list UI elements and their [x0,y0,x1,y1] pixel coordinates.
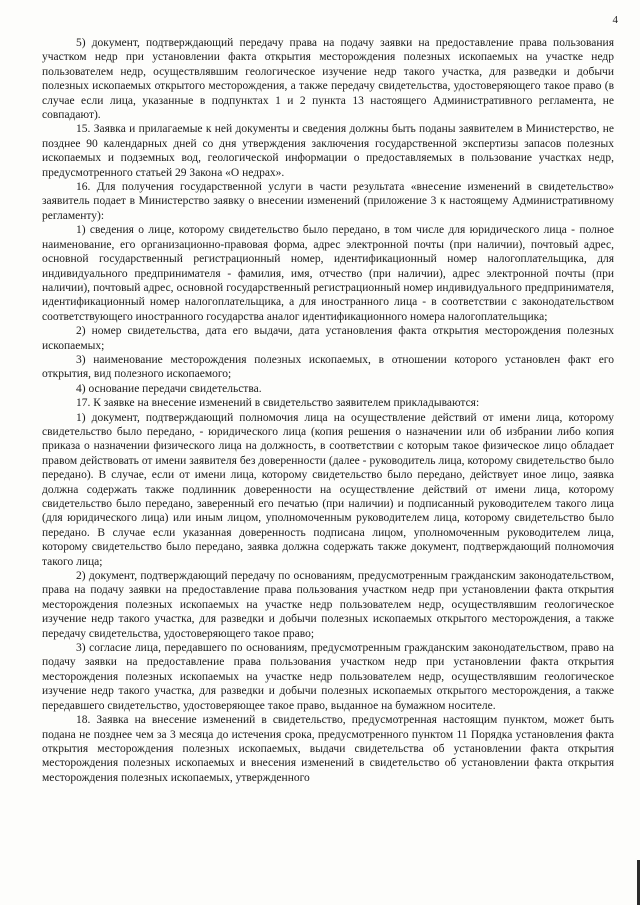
paragraph-item-5: 5) документ, подтверждающий передачу права на подачу заявки на предоставление права пользования участком недр при установлении факта открытия месторождения полезных ископаемых на участке недр пользователем недр, осуществлявшим геологическое изучение недр такого участка, для разведки и добычи полезных ископаемых открытого месторождения, а также передачу свидетельства, удостоверяющего такое право (в случае если лица, указанные в подпунктах 1 и 2 пункта 13 настоящего Административного регламента, не совпадают). [42,37,614,122]
paragraph-17-item-3: 3) согласие лица, передавшего по основаниям, предусмотренным гражданским законодательством, право на подачу заявки на предоставление права пользования участком недр при установлении факта открытия месторождения полезных ископаемых на участке недр пользователем недр, осуществлявшим геологическое изучение недр такого участка, для разведки и добычи полезных ископаемых открытого месторождения, а также передавшего свидетельство, удостоверяющее такое право, выданное на бумажном носителе. [42,642,614,712]
paragraph-17-item-1: 1) документ, подтверждающий полномочия лица на осуществление действий от имени лица, которому свидетельство было передано, - юридического лица (копия решения о назначении или об избрании либо копия приказа о назначении физического лица на должность, в соответствии с которым такое физическое лицо обладает правом действовать от имени заявителя без доверенности (далее - руководитель лица, которому свидетельство было передано). В случае, если от имени лица, которому свидетельство было передано, действует иное лицо, заявка должна содержать также подлинник доверенности на осуществление действий от имени лица, которому свидетельство было передано, заверенный его печатью (при наличии) и подписанный руководителем такого лица (для юридического лица) или иным лицом, уполномоченным руководителем лица, которому свидетельство было передано. В случае если указанная доверенность подписана лицом, уполномоченным руководителем лица, которому свидетельство было передано, заявка должна содержать также документ, подтверждающий полномочия такого лица; [42,411,614,568]
paragraph-17: 17. К заявке на внесение изменений в свидетельство заявителем прикладываются: [76,397,480,410]
paragraph-16-item-2: 2) номер свидетельства, дата его выдачи, дата установления факта открытия месторождения полезных ископаемых; [42,325,614,352]
paragraph-16-item-3: 3) наименование месторождения полезных ископаемых, в отношении которого установлен факт его открытия, вид полезного ископаемого; [42,353,614,381]
paragraph-15: 15. Заявка и прилагаемые к ней документы и сведения должны быть поданы заявителем в Министерство, не позднее 90 календарных дней со дня утверждения заключения государственной экспертизы запасов полезных ископаемых и подземных вод, геологической информации о предоставляемых в пользование участках недр, предусмотренного статьей 29 Закона «О недрах». [42,123,614,179]
paragraph-18: 18. Заявка на внесение изменений в свидетельство, предусмотренная настоящим пунктом, может быть подана не позднее чем за 3 месяца до истечения срока, предусмотренного пунктом 11 Порядка установления факта открытия месторождения полезных ископаемых, выдачи свидетельства об установлении факта открытия месторождения полезных ископаемых и внесения изменений в свидетельство об установлении факта открытия месторождения полезных ископаемых, утвержденного [42,714,614,784]
paragraph-16: 16. Для получения государственной услуги в части результата «внесение изменений в свидетельство» заявитель подает в Министерство заявку о внесении изменений (приложение 3 к настоящему Административному регламенту): [42,181,614,222]
paragraph-17-item-2: 2) документ, подтверждающий передачу по основаниям, предусмотренным гражданским законодательством, права на подачу заявки на предоставление права пользования участком недр при установлении факта открытия месторождения полезных ископаемых на участке недр пользователем недр, осуществлявшим геологическое изучение недр такого участка, для разведки и добычи полезных ископаемых открытого месторождения, а также передачу свидетельства, удостоверяющего такое право; [42,570,614,640]
paragraph-16-item-4: 4) основание передачи свидетельства. [76,382,262,395]
document-body [42,36,614,785]
paragraph-16-item-1: 1) сведения о лице, которому свидетельство было передано, в том числе для юридического лица - полное наименование, его организационно-правовая форма, адрес электронной почты (при наличии), почтовый адрес, основной государственный регистрационный номер, идентификационный номер налогоплательщика, для индивидуального предпринимателя - фамилия, имя, отчество (при наличии), адрес электронной почты (при наличии), почтовый адрес, основной государственный регистрационный номер индивидуального предпринимателя, идентификационный номер налогоплательщика, а для иностранного лица - в соответствии с законодательством соответствующего иностранного государства аналог идентификационного номера налогоплательщика; [42,224,614,323]
page-number: 4 [612,14,618,26]
